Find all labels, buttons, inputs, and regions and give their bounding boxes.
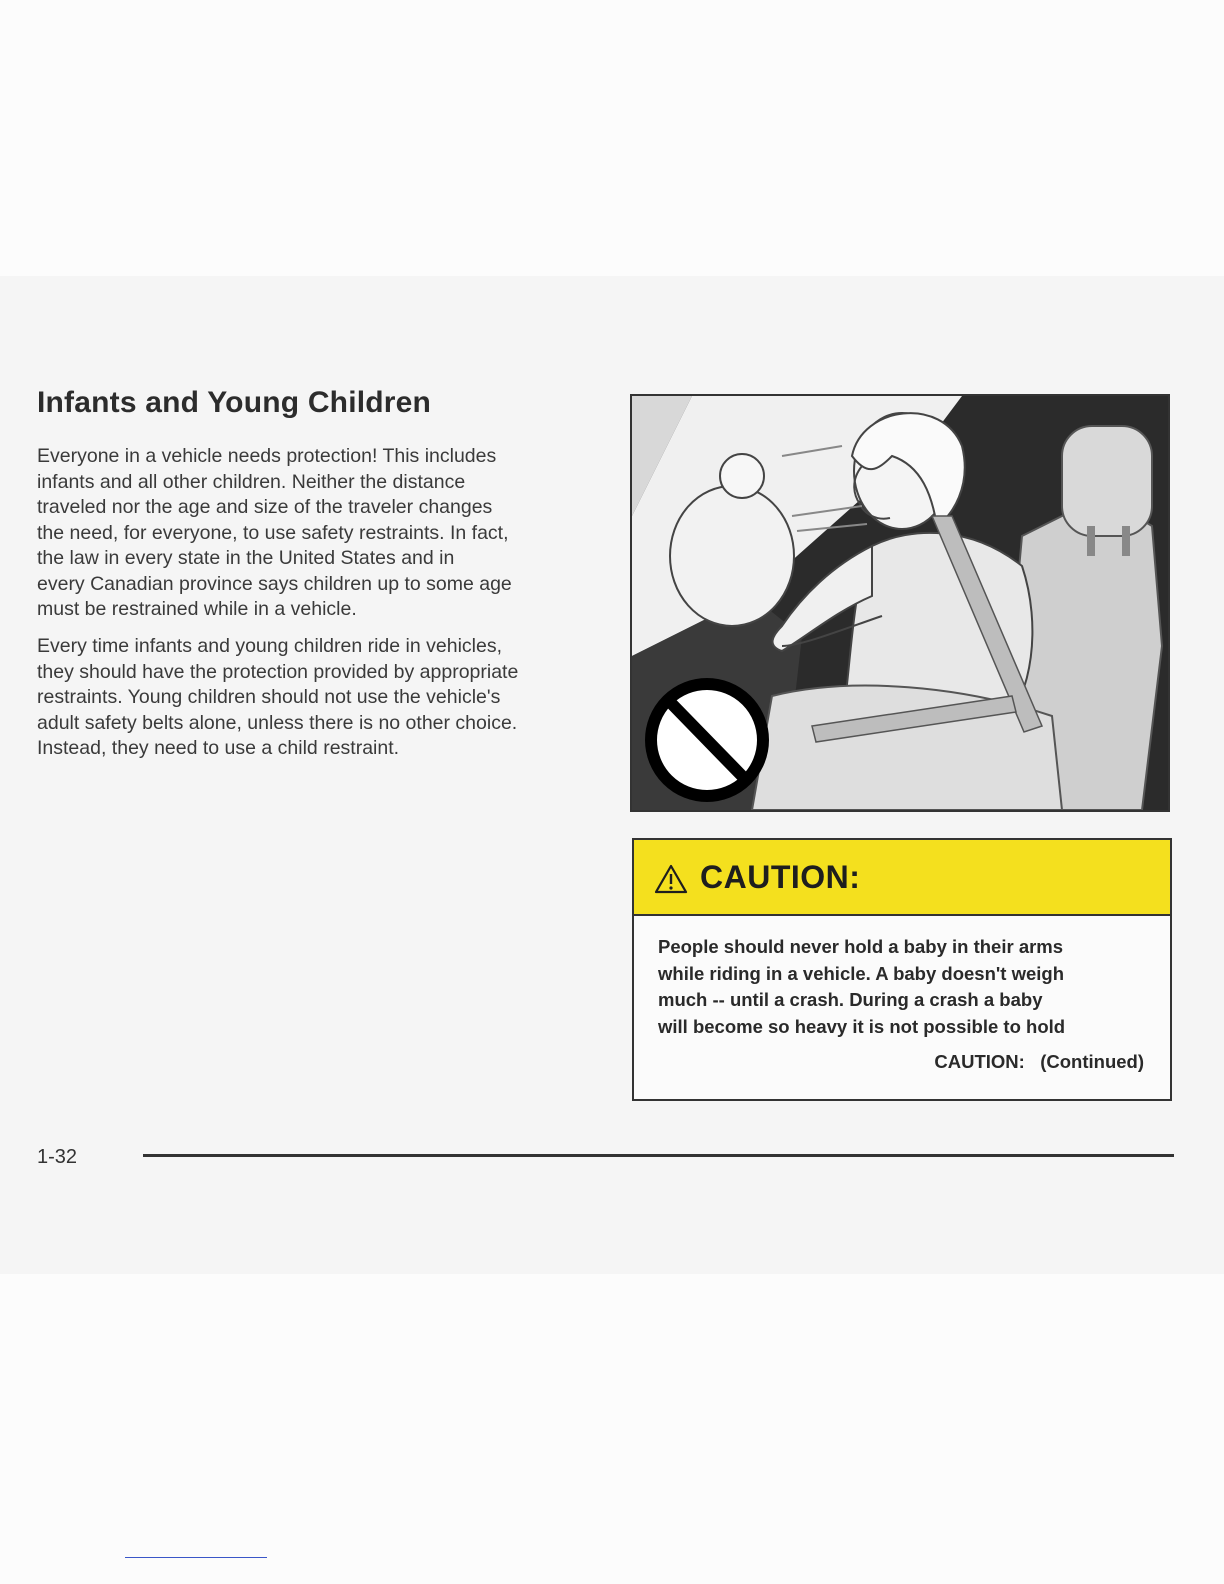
paragraph-line: they should have the protection provided by appropriate: [37, 660, 519, 683]
caution-text: [634, 916, 1170, 1040]
paragraph-line: infants and all other children. Neither the distance: [37, 470, 466, 493]
paragraph-line: Instead, they need to use a child restraint.: [37, 737, 400, 759]
footer-rule: [143, 1154, 1174, 1157]
caution-line: while riding in a vehicle. A baby doesn't weigh: [658, 962, 1064, 984]
paragraph-child-restraints: [37, 634, 597, 762]
illustration-woman-holding-baby: [630, 394, 1170, 812]
caution-line: People should never hold a baby in their arms: [658, 936, 1064, 957]
paragraph-line: must be restrained while in a vehicle.: [37, 598, 357, 620]
paragraph-everyone-needs-protection: [37, 444, 597, 623]
paragraph-line: traveled nor the age and size of the traveler changes: [37, 496, 493, 518]
divider-line: [125, 1557, 267, 1558]
page-number: 1-32: [37, 1146, 78, 1168]
illustration-drawing: [632, 396, 1168, 810]
caution-line: much -- until a crash. During a crash a baby: [658, 989, 1043, 1010]
paragraph-line: every Canadian province says children up to some age: [37, 572, 512, 595]
paragraph-line: Everyone in a vehicle needs protection! This includes: [37, 445, 497, 467]
paragraph-line: Every time infants and young children ride in vehicles,: [37, 635, 502, 657]
paragraph-line: the law in every state in the United States and in: [37, 547, 455, 569]
paragraph-line: restraints. Young children should not use the vehicle's: [37, 686, 501, 708]
warning-triangle-icon: [654, 864, 688, 894]
caution-title: CAUTION:: [700, 858, 861, 895]
caution-continued-label: CAUTION: (Continued): [934, 1051, 1144, 1072]
caution-line: will become so heavy it is not possible to hold: [658, 1015, 1066, 1037]
paragraph-line: the need, for everyone, to use safety restraints. In fact,: [37, 521, 509, 544]
prohibition-icon: [651, 684, 763, 796]
paragraph-line: adult safety belts alone, unless there is no other choice.: [37, 711, 518, 734]
caution-box: [632, 838, 1172, 1101]
section-title: Infants and Young Children: [37, 386, 432, 419]
caution-header: [634, 840, 1170, 916]
